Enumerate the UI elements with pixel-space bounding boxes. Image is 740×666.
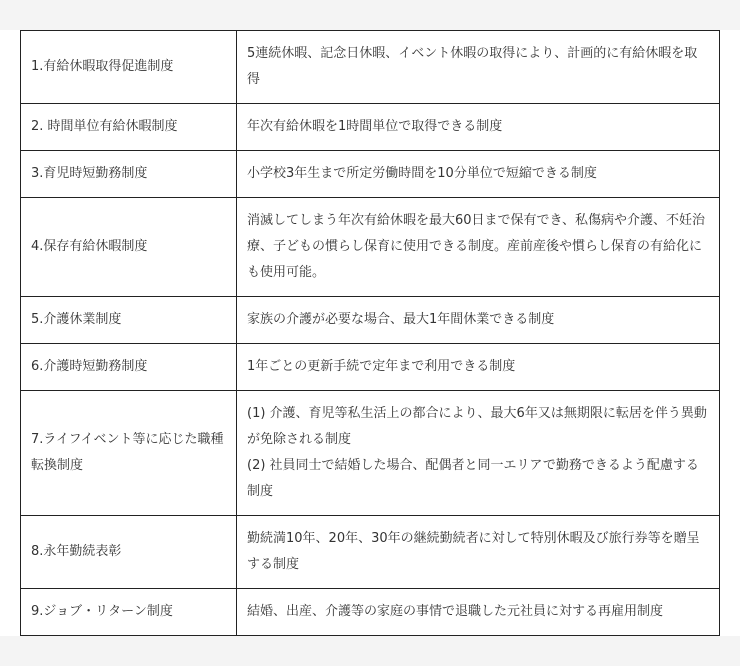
description-line: (1) 介護、育児等私生活上の都合により、最大6年又は無期限に転居を伴う異動が免除される制度 xyxy=(247,406,707,447)
table-row xyxy=(21,516,720,589)
description-line: 1年ごとの更新手続で定年まで利用できる制度 xyxy=(247,359,516,374)
policy-name: 4.保存有給休暇制度 xyxy=(21,198,237,297)
policy-name: 3.育児時短勤務制度 xyxy=(21,151,237,198)
policy-name: 2. 時間単位有給休暇制度 xyxy=(21,104,237,151)
table-row xyxy=(21,391,720,516)
description-line: 消滅してしまう年次有給休暇を最大60日まで保有でき、私傷病や介護、不妊治療、子どもの慣らし保育に使用できる制度。産前産後や慣らし保育の有給化にも使用可能。 xyxy=(247,213,706,280)
policy-name: 6.介護時短勤務制度 xyxy=(21,344,237,391)
policy-description xyxy=(237,31,720,104)
policy-description xyxy=(237,516,720,589)
policy-description xyxy=(237,297,720,344)
policy-description xyxy=(237,589,720,636)
policy-name: 9.ジョブ・リターン制度 xyxy=(21,589,237,636)
policy-name: 1.有給休暇取得促進制度 xyxy=(21,31,237,104)
table-row xyxy=(21,104,720,151)
policy-name: 5.介護休業制度 xyxy=(21,297,237,344)
policy-name: 7.ライフイベント等に応じた職種転換制度 xyxy=(21,391,237,516)
table-row xyxy=(21,344,720,391)
document-area xyxy=(0,30,740,636)
description-line: 家族の介護が必要な場合、最大1年間休業できる制度 xyxy=(247,312,555,327)
description-line: 結婚、出産、介護等の家庭の事情で退職した元社員に対する再雇用制度 xyxy=(247,604,664,619)
description-line: 年次有給休暇を1時間単位で取得できる制度 xyxy=(247,119,503,134)
policy-description xyxy=(237,151,720,198)
policy-table xyxy=(20,30,720,636)
policy-name: 8.永年勤続表彰 xyxy=(21,516,237,589)
table-row xyxy=(21,151,720,198)
policy-description xyxy=(237,104,720,151)
description-line: (2) 社員同士で結婚した場合、配偶者と同一エリアで勤務できるよう配慮する制度 xyxy=(247,458,699,499)
policy-description xyxy=(237,344,720,391)
description-line: 勤続満10年、20年、30年の継続勤続者に対して特別休暇及び旅行券等を贈呈する制度 xyxy=(247,531,700,572)
policy-description xyxy=(237,198,720,297)
policy-description xyxy=(237,391,720,516)
description-line: 5連続休暇、記念日休暇、イベント休暇の取得により、計画的に有給休暇を取得 xyxy=(247,46,698,87)
table-row xyxy=(21,198,720,297)
table-row xyxy=(21,589,720,636)
table-row xyxy=(21,31,720,104)
table-row xyxy=(21,297,720,344)
description-line: 小学校3年生まで所定労働時間を10分単位で短縮できる制度 xyxy=(247,166,597,181)
